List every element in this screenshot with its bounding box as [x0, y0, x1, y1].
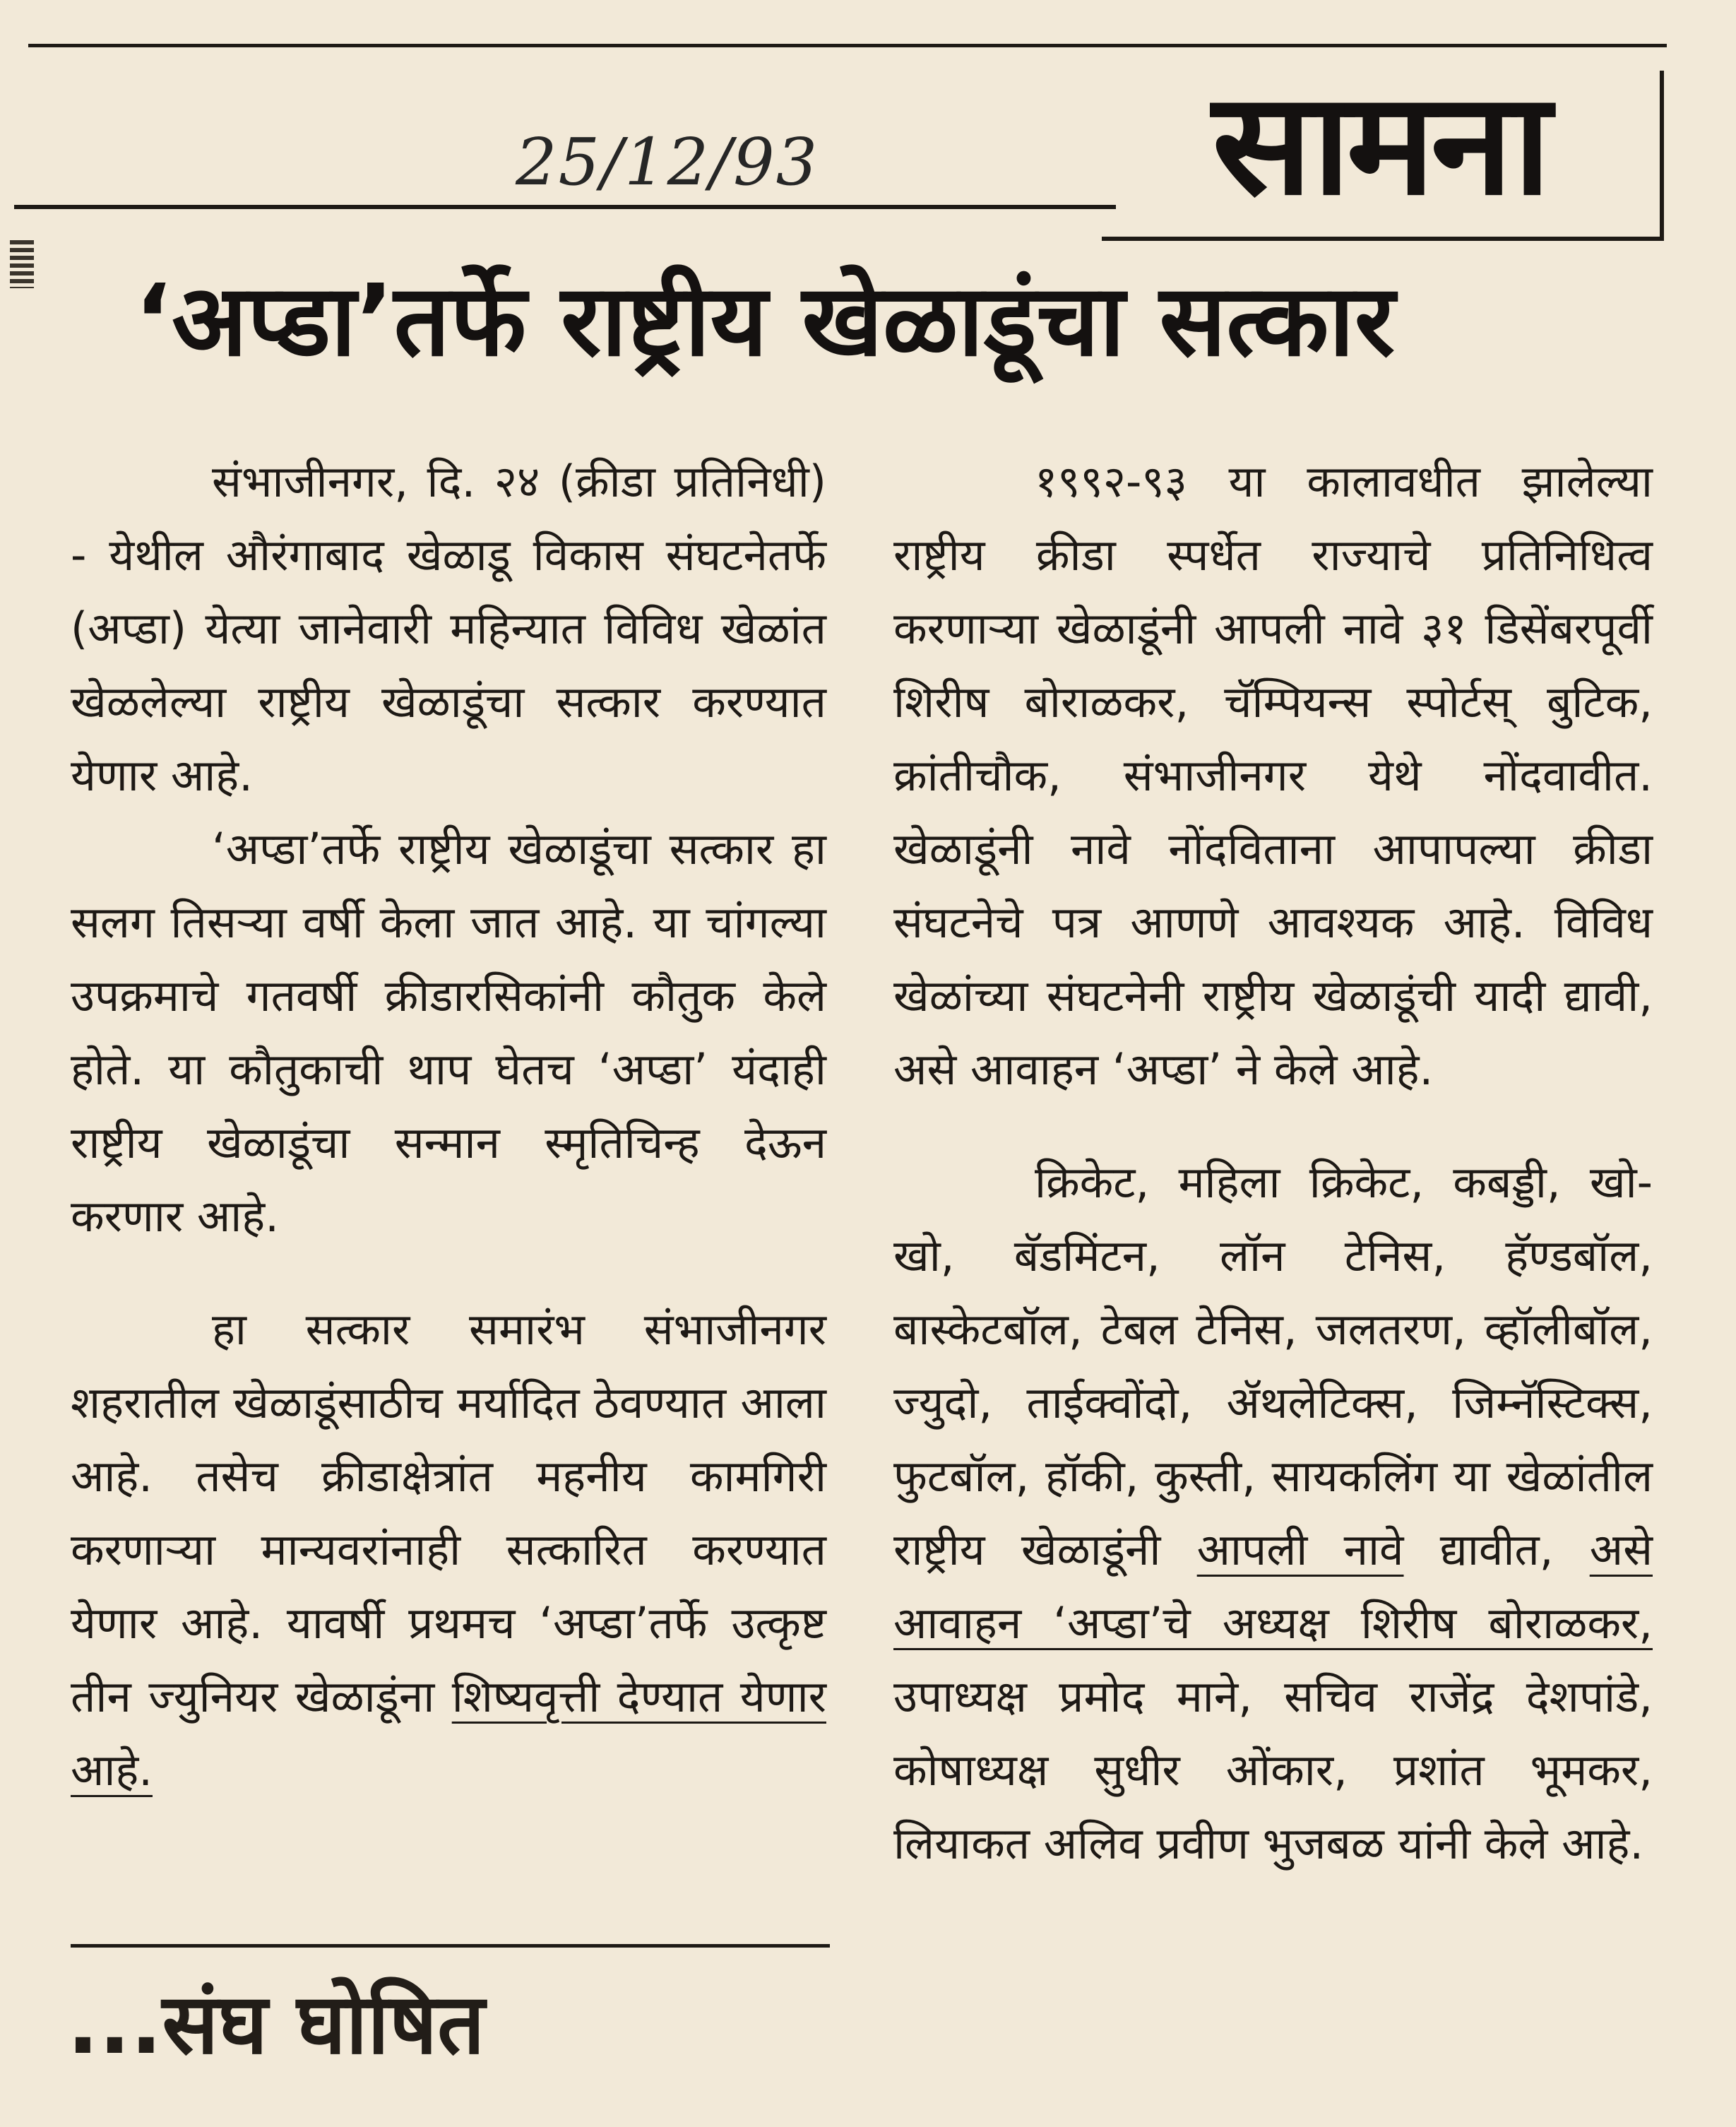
masthead-rule — [14, 205, 1116, 209]
newspaper-masthead: सामना — [1212, 62, 1547, 227]
underlined-names-text: आपली नावे — [1196, 1524, 1404, 1575]
left-column — [71, 445, 826, 1807]
underlined-scholarship-text: शिष्यवृत्ती देण्यात येणार आहे. — [71, 1671, 826, 1796]
column-end-rule — [71, 1944, 830, 1948]
left-paragraph-3 — [71, 1293, 826, 1807]
connector-text: द्यावीत, — [1403, 1524, 1590, 1575]
officials-text: उपाध्यक्ष प्रमोद माने, सचिव राजेंद्र देशपांडे, कोषाध्यक्ष सुधीर ओंकार, प्रशांत भूमकर, लियाकत अलिव प्रवीण भुजबळ यांनी केले आहे. — [893, 1671, 1653, 1869]
article-headline: ‘अप्डा’तर्फे राष्ट्रीय खेळाडूंचा सत्कार — [134, 263, 1396, 379]
sports-list-text: क्रिकेट, महिला क्रिकेट, कबड्डी, खो-खो, बॅडमिंटन, लॉन टेनिस, हॅण्डबॉल, बास्केटबॉल, टेबल टेनिस, जलतरण, व्हॉलीबॉल, ज्युदो, ताईक्वोंदो, ॲथलेटिक्स, जिम्नॅस्टिक्स, फुटबॉल, हॉकी, कुस्ती, सायकलिंग या खेळांतील राष्ट्रीय खेळाडूंनी — [893, 1156, 1653, 1575]
paragraph-gap — [893, 1106, 1653, 1146]
top-rule — [28, 44, 1667, 47]
left-paragraph-1: संभाजीनगर, दि. २४ (क्रीडा प्रतिनिधी) - येथील औरंगाबाद खेळाडू विकास संघटनेतर्फे (अप्डा) येत्या जानेवारी महिन्यात विविध खेळांत खेळलेल्या राष्ट्रीय खेळाडूंचा सत्कार करण्यात येणार आहे. — [71, 456, 826, 801]
underlined-president-text: असे आवाहन ‘अप्डा’चे अध्यक्ष शिरीष बोराळकर, — [893, 1524, 1653, 1649]
paragraph-gap — [71, 1253, 826, 1293]
handwritten-date: 25/12/93 — [516, 124, 819, 200]
next-article-headline: ...संघ घोषित — [67, 1975, 485, 2073]
left-paragraph-3-text: हा सत्कार समारंभ संभाजीनगर शहरातील खेळाडूंसाठीच मर्यादित ठेवण्यात आला आहे. तसेच क्रीडाक्षेत्रांत महनीय कामगिरी करणाऱ्या मान्यवरांनाही सत्कारित करण्यात येणार आहे. यावर्षी प्रथमच ‘अप्डा’तर्फे उत्कृष्ट तीन ज्युनियर खेळाडूंना — [71, 1303, 826, 1722]
right-column — [893, 445, 1653, 1880]
left-paragraph-2: ‘अप्डा’तर्फे राष्ट्रीय खेळाडूंचा सत्कार हा सलग तिसऱ्या वर्षी केला जात आहे. या चांगल्या उपक्रमाचे गतवर्षी क्रीडारसिकांनी कौतुक केले होते. या कौतुकाची थाप घेतच ‘अप्डा’ यंदाही राष्ट्रीय खेळाडूंचा सन्मान स्मृतिचिन्ह देऊन करणार आहे. — [71, 823, 826, 1242]
right-paragraph-1: १९९२-९३ या कालावधीत झालेल्या राष्ट्रीय क्रीडा स्पर्धेत राज्याचे प्रतिनिधित्व करणाऱ्या खेळाडूंनी आपली नावे ३१ डिसेंबरपूर्वी शिरीष बोराळकर, चॅम्पियन्स स्पोर्टस् बुटिक, क्रांतीचौक, संभाजीनगर येथे नोंदवावीत. खेळाडूंनी नावे नोंदविताना आपापल्या क्रीडा संघटनेचे पत्र आणणे आवश्यक आहे. विविध खेळांच्या संघटनेनी राष्ट्रीय खेळाडूंची यादी द्यावी, असे आवाहन ‘अप्डा’ ने केले आहे. — [893, 456, 1653, 1095]
margin-mark — [10, 240, 34, 288]
right-paragraph-2 — [893, 1146, 1653, 1880]
